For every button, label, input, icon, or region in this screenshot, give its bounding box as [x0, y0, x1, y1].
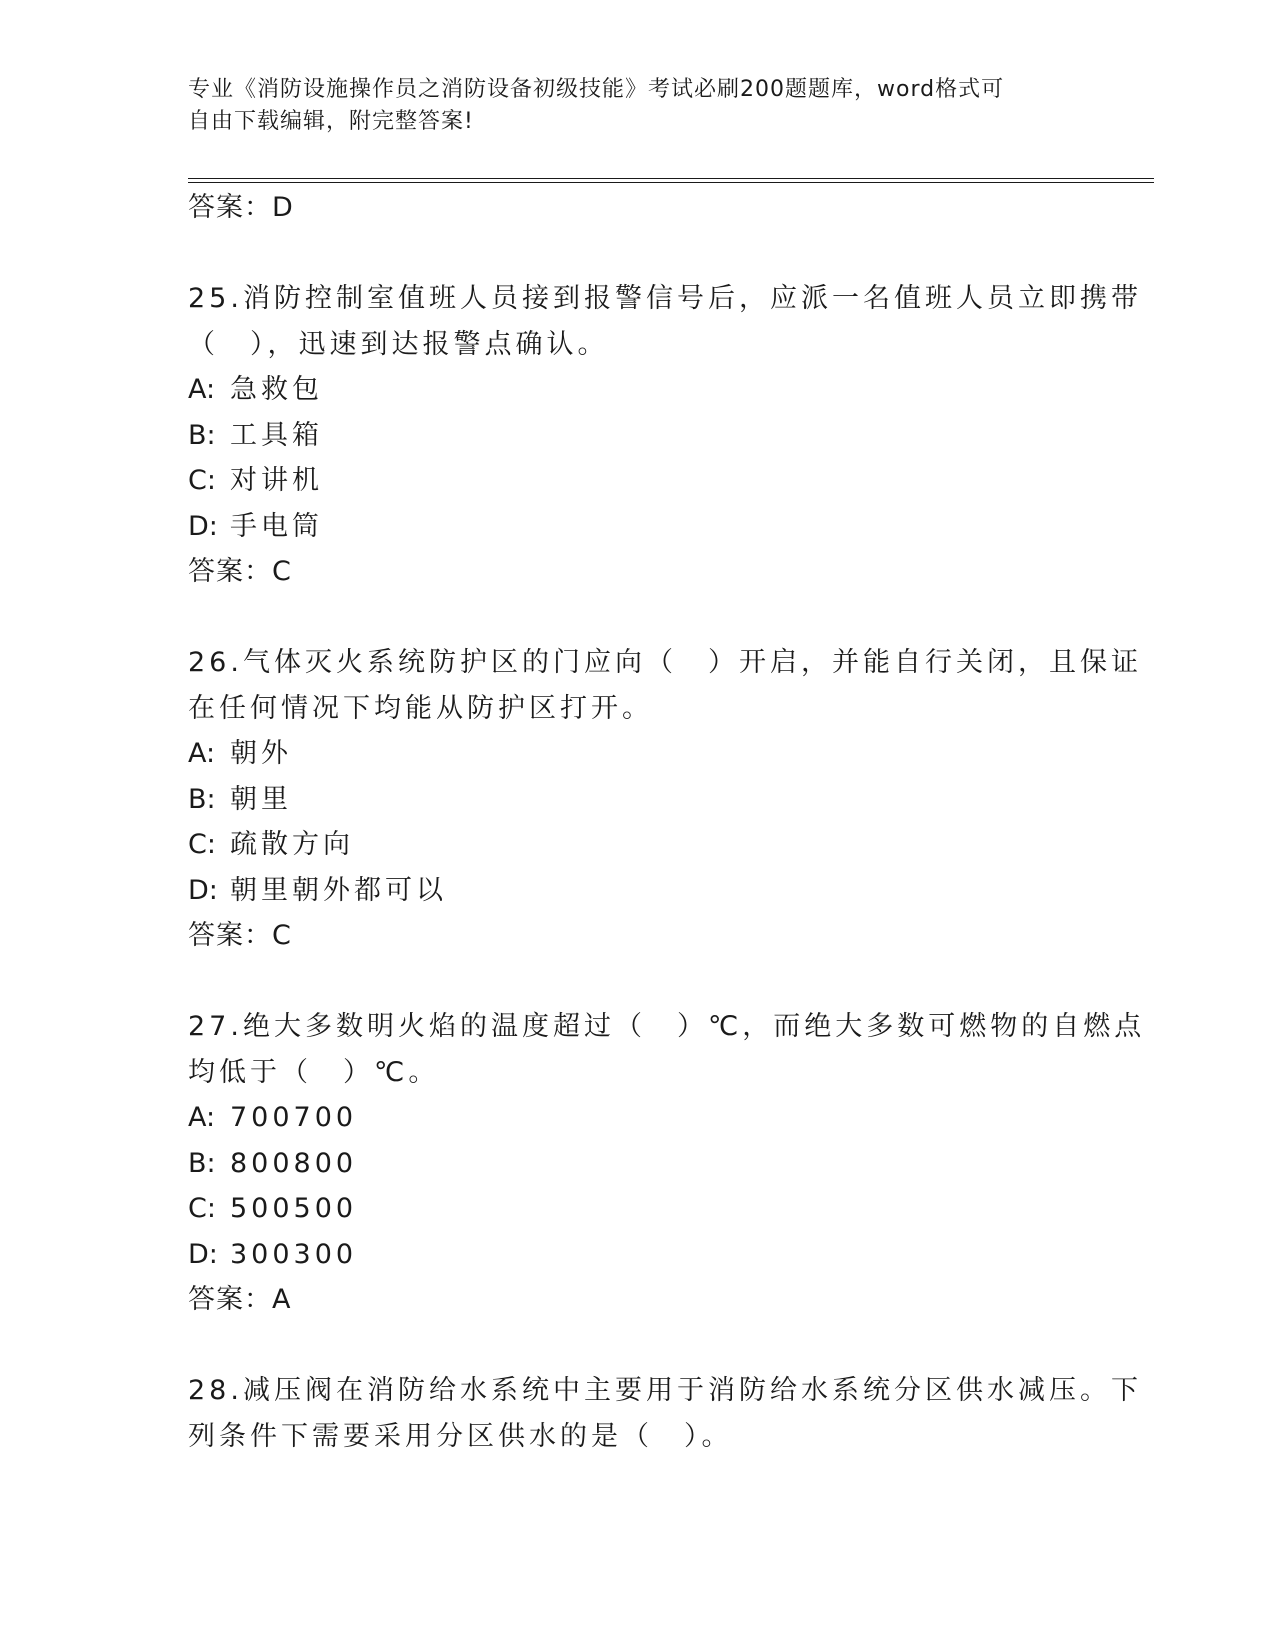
- option-text: 朝里: [230, 783, 292, 815]
- document-header: [188, 74, 1088, 138]
- option-item: [188, 413, 1088, 459]
- option-item: [188, 731, 1088, 777]
- option-item: [188, 1186, 1088, 1232]
- header-divider: [188, 178, 1154, 183]
- question-block: [188, 1004, 1146, 1323]
- option-letter: C:: [188, 1193, 216, 1224]
- question-block: [188, 1368, 1142, 1459]
- question-text-line: 28.减压阀在消防给水系统中主要用于消防给水系统分区供水减压。下: [188, 1375, 1142, 1406]
- option-letter: B:: [188, 1147, 216, 1179]
- answer-line: 答案：A: [188, 1284, 292, 1315]
- option-letter: A:: [188, 374, 216, 405]
- question-text-line: （ ），迅速到达报警点确认。: [188, 328, 609, 360]
- question-text-line: 在任何情况下均能从防护区打开。: [188, 692, 653, 724]
- question-list: [188, 185, 1146, 1459]
- option-letter: B:: [188, 419, 216, 451]
- question-text-line: 列条件下需要采用分区供水的是（ ）。: [188, 1420, 733, 1452]
- option-text: 500500: [230, 1193, 358, 1224]
- option-letter: A:: [188, 738, 216, 769]
- option-item: [188, 868, 1088, 914]
- question-block: [188, 640, 1142, 959]
- option-text: 手电筒: [230, 510, 323, 542]
- answer-line: 答案：C: [188, 920, 292, 951]
- option-letter: D:: [188, 874, 218, 906]
- option-item: [188, 822, 1088, 868]
- option-text: 对讲机: [230, 465, 323, 496]
- option-letter: C:: [188, 465, 216, 496]
- option-item: [188, 458, 1088, 504]
- option-text: 800800: [230, 1147, 358, 1179]
- option-item: [188, 1141, 1088, 1187]
- option-text: 300300: [230, 1238, 358, 1270]
- option-letter: A:: [188, 1102, 216, 1133]
- option-item: [188, 1095, 1088, 1141]
- option-item: [188, 367, 1088, 413]
- answer-line: 答案：D: [188, 192, 294, 223]
- header-line-2: 自由下载编辑，附完整答案!: [188, 109, 474, 134]
- question-block: [188, 276, 1142, 595]
- option-item: [188, 1232, 1088, 1278]
- option-text: 朝里朝外都可以: [230, 874, 447, 906]
- question-text-line: 25.消防控制室值班人员接到报警信号后，应派一名值班人员立即携带: [188, 283, 1142, 314]
- option-item: [188, 777, 1088, 823]
- question-text-line: 27.绝大多数明火焰的温度超过（ ）℃，而绝大多数可燃物的自燃点: [188, 1011, 1146, 1042]
- option-text: 疏散方向: [230, 829, 354, 860]
- question-text-line: 均低于（ ）℃。: [188, 1056, 440, 1088]
- option-letter: D:: [188, 510, 218, 542]
- header-line-1: 专业《消防设施操作员之消防设备初级技能》考试必刷200题题库，word格式可: [188, 77, 1005, 102]
- option-letter: C:: [188, 829, 216, 860]
- option-item: [188, 504, 1088, 550]
- option-text: 工具箱: [230, 419, 323, 451]
- option-text: 700700: [230, 1102, 358, 1133]
- option-letter: D:: [188, 1238, 218, 1270]
- answer-line: 答案：C: [188, 556, 292, 587]
- question-text-line: 26.气体灭火系统防护区的门应向（ ）开启，并能自行关闭，且保证: [188, 647, 1142, 678]
- option-text: 朝外: [230, 738, 292, 769]
- option-letter: B:: [188, 783, 216, 815]
- option-text: 急救包: [230, 374, 323, 405]
